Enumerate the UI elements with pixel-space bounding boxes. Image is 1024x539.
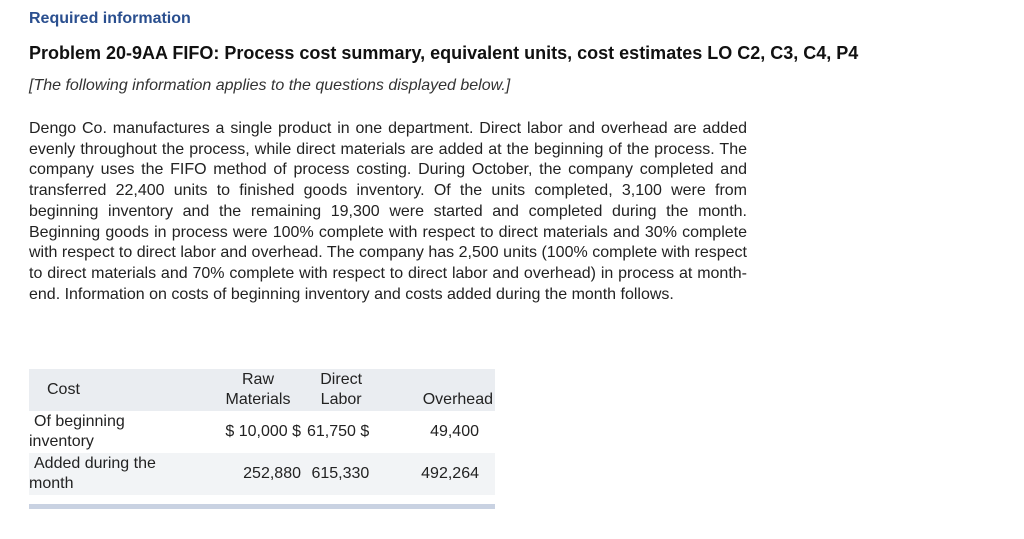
- header-raw-materials: Raw Materials: [225, 371, 291, 408]
- required-information-heading: Required information: [29, 10, 191, 27]
- row-label: Added during the month: [29, 455, 156, 492]
- direct-labor-value: 615,330: [311, 465, 370, 482]
- raw-materials-value: 252,880: [243, 465, 301, 482]
- overhead-value: 492,264: [421, 465, 479, 482]
- header-overhead: Overhead: [422, 391, 493, 408]
- table-row: [29, 453, 495, 495]
- cost-table-header-row: [29, 369, 495, 411]
- problem-narrative: Dengo Co. manufactures a single product in one department. Direct labor and overhead are added evenly throughout the process, while direct materials are added at the beginning of the process. The company uses the FIFO method of process costing. During October, the company completed and transferred 22,400 units to finished goods inventory. Of the units completed, 3,100 were from beginning inventory and the remaining 19,300 were started and completed during the month. Beginning goods in process were 100% complete with respect to direct materials and 30% complete with respect to direct labor and overhead. The company has 2,500 units (100% complete with respect to direct materials and 70% complete with respect to direct labor and overhead) in process at month-end. Information on costs of beginning inventory and costs added during the month follows.: [29, 120, 747, 303]
- overhead-value: 49,400: [430, 423, 479, 440]
- direct-labor-value: 61,750 $: [307, 423, 370, 440]
- applies-note: [The following information applies to the questions displayed below.]: [29, 77, 511, 94]
- raw-materials-value: $ 10,000 $: [225, 423, 301, 440]
- header-cost: Cost: [47, 381, 80, 398]
- header-direct-labor: Direct Labor: [320, 371, 363, 408]
- row-label: Of beginning inventory: [29, 413, 125, 450]
- table-footer-bar: [29, 504, 495, 509]
- problem-title: Problem 20-9AA FIFO: Process cost summary, equivalent units, cost estimates LO C2, C3, C4, P4: [29, 43, 859, 63]
- table-row: [29, 411, 495, 453]
- cost-table: [29, 369, 495, 495]
